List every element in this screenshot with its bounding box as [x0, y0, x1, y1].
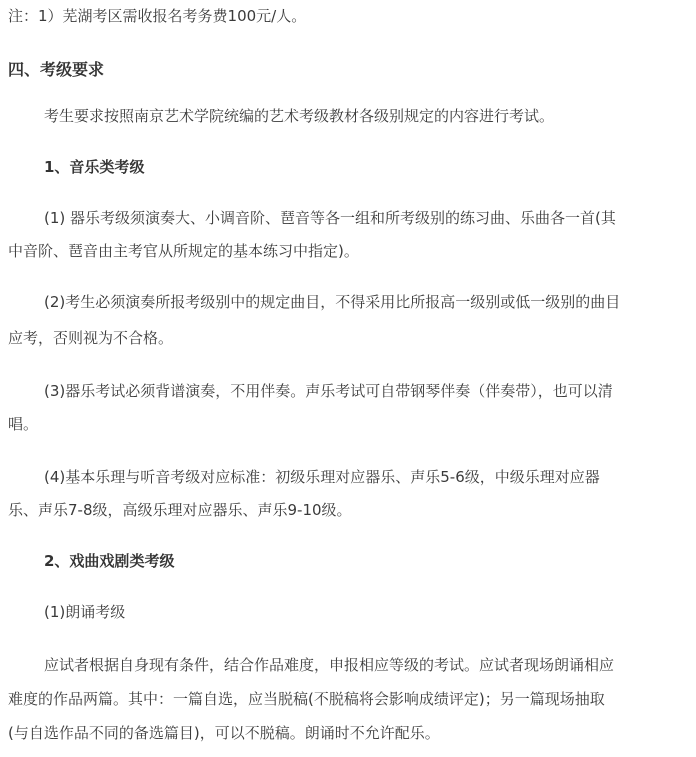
paragraph-line: 应试者根据自身现有条件，结合作品难度，申报相应等级的考试。应试者现场朗诵相应 — [44, 656, 615, 674]
paragraph-line: 中音阶、琶音由主考官从所规定的基本练习中指定)。 — [8, 242, 359, 260]
section-heading: 四、考级要求 — [8, 60, 105, 79]
paragraph-line: 乐、声乐7-8级，高级乐理对应器乐、声乐9-10级。 — [8, 501, 352, 519]
paragraph-line: (2)考生必须演奏所报考级别中的规定曲目，不得采用比所报高一级别或低一级别的曲目 — [44, 293, 621, 311]
paragraph-line: (与自选作品不同的备选篇目)，可以不脱稿。朗诵时不允许配乐。 — [8, 724, 440, 742]
recitation-subheading: (1)朗诵考级 — [44, 603, 126, 621]
paragraph-line: (1) 器乐考级须演奏大、小调音阶、琶音等各一组和所考级别的练习曲、乐曲各一首(其 — [44, 209, 616, 227]
drama-heading: 2、戏曲戏剧类考级 — [44, 552, 175, 570]
paragraph-line: 应考，否则视为不合格。 — [8, 329, 174, 347]
fee-note: 注：1）芜湖考区需收报名考务费100元/人。 — [8, 7, 307, 25]
music-heading: 1、音乐类考级 — [44, 158, 145, 176]
paragraph-line: (3)器乐考试必须背谱演奏，不用伴奏。声乐考试可自带钢琴伴奏（伴奏带），也可以清 — [44, 382, 613, 400]
paragraph-line: (4)基本乐理与听音考级对应标准：初级乐理对应器乐、声乐5-6级，中级乐理对应器 — [44, 468, 600, 486]
paragraph-line: 难度的作品两篇。其中：一篇自选，应当脱稿(不脱稿将会影响成绩评定)；另一篇现场抽取 — [8, 690, 605, 708]
intro-paragraph: 考生要求按照南京艺术学院统编的艺术考级教材各级别规定的内容进行考试。 — [44, 107, 555, 125]
paragraph-line: 唱。 — [8, 415, 39, 433]
